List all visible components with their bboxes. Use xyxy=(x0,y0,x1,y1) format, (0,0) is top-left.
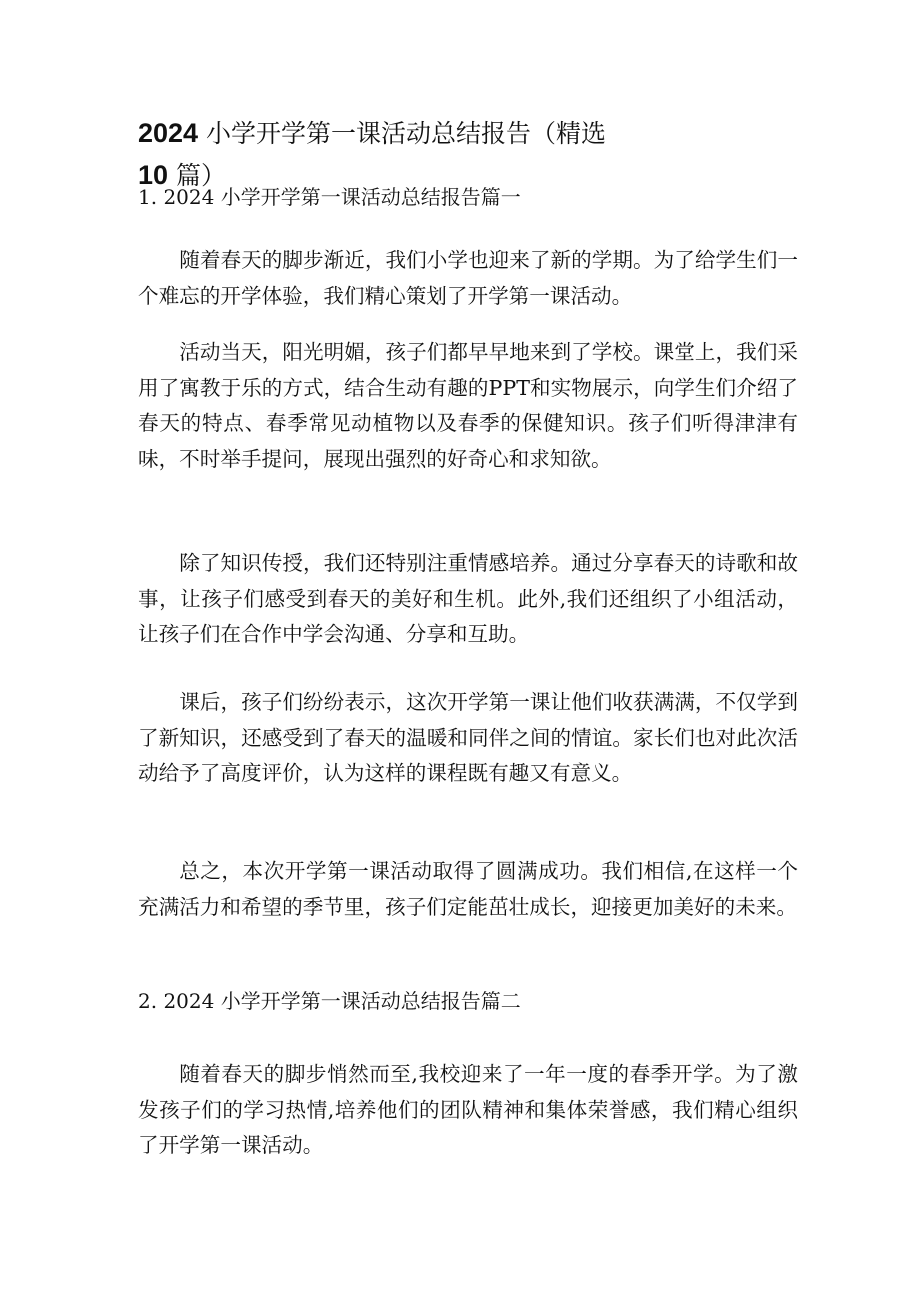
section-heading-2: 2. 2024 小学开学第一课活动总结报告篇二 xyxy=(138,989,521,1013)
section-2-paragraph-1: 随着春天的脚步悄然而至,我校迎来了一年一度的春季开学。为了激发孩子们的学习热情,培养他们的团队精神和集体荣誉感，我们精心组织了开学第一课活动。 xyxy=(138,1062,798,1157)
title-year: 2024 xyxy=(138,118,199,148)
section-1-paragraph-3: 除了知识传授，我们还特别注重情感培养。通过分享春天的诗歌和故事，让孩子们感受到春天的美好和生机。此外,我们还组织了小组活动，让孩子们在合作中学会沟通、分享和互助。 xyxy=(138,551,798,646)
section-1-paragraph-5: 总之，本次开学第一课活动取得了圆满成功。我们相信,在这样一个充满活力和希望的季节里，孩子们定能茁壮成长，迎接更加美好的未来。 xyxy=(138,859,798,919)
title-text: 小学开学第一课活动总结报告（精选 xyxy=(206,119,607,148)
section-1-paragraph-1: 随着春天的脚步渐近，我们小学也迎来了新的学期。为了给学生们一个难忘的开学体验，我们精心策划了开学第一课活动。 xyxy=(138,248,798,308)
document-title-line-1 xyxy=(138,118,606,149)
title-count: 10 xyxy=(138,160,169,190)
section-1-paragraph-4: 课后，孩子们纷纷表示，这次开学第一课让他们收获满满，不仅学到了新知识，还感受到了春天的温暖和同伴之间的情谊。家长们也对此次活动给予了高度评价，认为这样的课程既有趣又有意义。 xyxy=(138,690,798,785)
section-heading-1: 1. 2024 小学开学第一课活动总结报告篇一 xyxy=(138,185,521,209)
title-suffix: 篇） xyxy=(176,161,227,190)
section-1-paragraph-2: 活动当天，阳光明媚，孩子们都早早地来到了学校。课堂上，我们采用了寓教于乐的方式，结合生动有趣的PPT和实物展示，向学生们介绍了春天的特点、春季常见动植物以及春季的保健知识。孩子们听得津津有味，不时举手提问，展现出强烈的好奇心和求知欲。 xyxy=(138,340,798,471)
